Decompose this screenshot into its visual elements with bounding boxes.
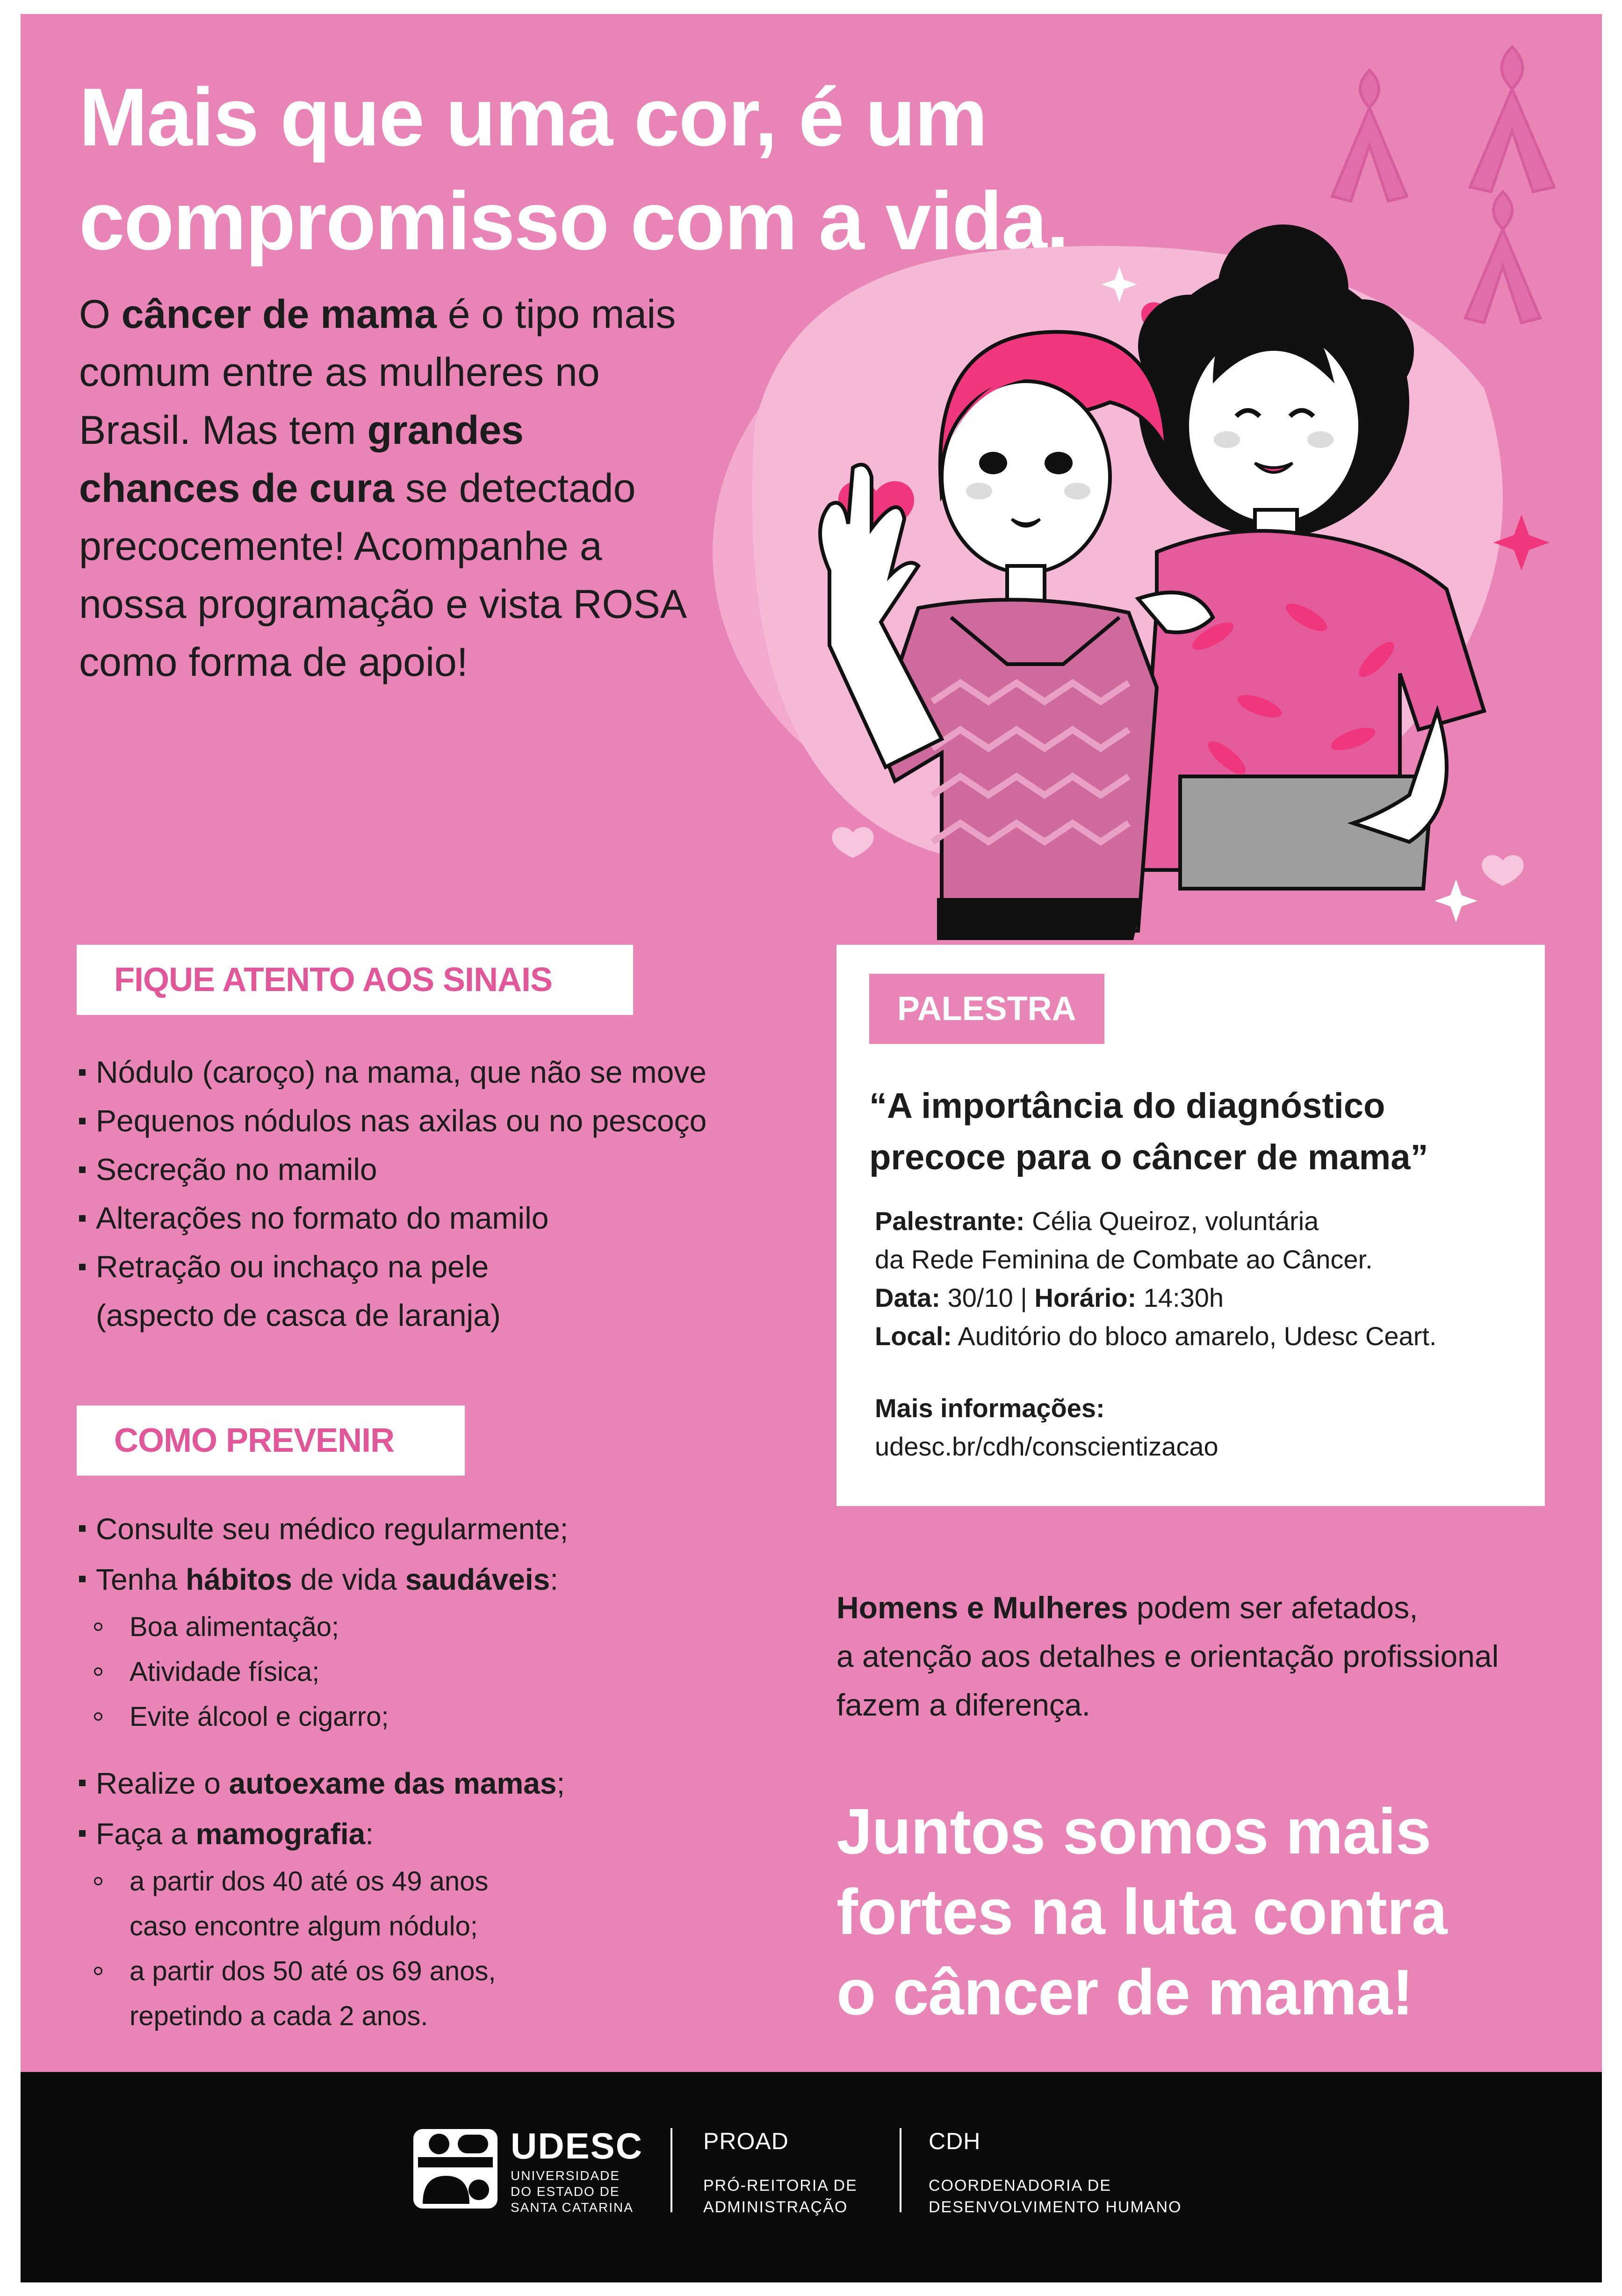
footer (21, 2072, 1602, 2282)
talk-details (875, 1202, 1529, 1355)
list-highlight: saudáveis (405, 1563, 550, 1596)
intro-highlight: grandes chances de cura (79, 408, 524, 511)
talk-title-line: precoce para o câncer de mama” (869, 1137, 1428, 1177)
list-item (79, 1809, 804, 1859)
sub-list-item: a partir dos 40 até os 49 anos (79, 1859, 804, 1904)
women-illustration (605, 28, 1601, 945)
list-item (79, 1554, 804, 1605)
more-info-label: Mais informações: (875, 1393, 1105, 1423)
headline-line-1: Mais que uma cor, é um (79, 72, 987, 163)
intro-paragraph (79, 285, 687, 691)
closing-line: o câncer de mama! (836, 1956, 1413, 2028)
more-info-url: udesc.br/cdh/conscientizacao (875, 1432, 1218, 1461)
list-text: de vida (292, 1563, 405, 1596)
list-text: Faça a (96, 1817, 196, 1851)
udesc-subtitle-line: SANTA CATARINA (511, 2200, 634, 2215)
heart-icon (1482, 855, 1523, 886)
udesc-subtitle-line: DO ESTADO DE (511, 2184, 620, 2199)
time-value: 14:30h (1136, 1283, 1224, 1312)
list-highlight: hábitos (186, 1563, 292, 1596)
heart-icon (832, 827, 873, 858)
place-label: Local: (875, 1321, 952, 1351)
cdh-description-line: COORDENADORIA DE (929, 2177, 1111, 2195)
intro-highlight: câncer de mama (121, 292, 437, 337)
pink-ribbon-icon (1465, 192, 1540, 323)
udesc-wordmark: UDESC (511, 2125, 643, 2166)
sparkle-icon (1493, 514, 1550, 571)
note-text: podem ser afetados, (1128, 1590, 1418, 1625)
cdh-name: CDH (929, 2128, 981, 2154)
intro-text: O (79, 292, 122, 337)
list-text: Tenha (96, 1563, 186, 1596)
list-highlight: autoexame das mamas (229, 1767, 557, 1800)
talk-card (836, 945, 1545, 1506)
list-text: Realize o (96, 1767, 229, 1800)
sub-list-item-continuation: caso encontre algum nódulo; (130, 1911, 478, 1941)
list-highlight: mamografia (195, 1817, 366, 1851)
signs-heading: FIQUE ATENTO AOS SINAIS (77, 945, 633, 1015)
cdh-description-line: DESENVOLVIMENTO HUMANO (929, 2198, 1182, 2216)
list-spacer (79, 1739, 804, 1758)
proad-description-line: ADMINISTRAÇÃO (703, 2198, 848, 2216)
udesc-subtitle (511, 2168, 651, 2216)
sub-list-item: Evite álcool e cigarro; (79, 1695, 804, 1739)
divider (670, 2128, 672, 2212)
intro-text: se detectado precocemente! Acompanhe a nossa programação e vista ROSA como forma de apoio! (79, 466, 685, 685)
proad-name: PROAD (703, 2128, 789, 2154)
udesc-logo-icon (413, 2129, 497, 2209)
cdh-description (929, 2175, 1182, 2218)
talk-title (869, 1080, 1524, 1183)
note-highlight: Homens e Mulheres (836, 1590, 1128, 1625)
list-item-continuation: (aspecto de casca de laranja) (96, 1298, 501, 1333)
talk-title-line: “A importância do diagnóstico (869, 1086, 1385, 1126)
prevent-heading: COMO PREVENIR (77, 1405, 465, 1476)
proad-description (703, 2175, 858, 2218)
list-item: Nódulo (caroço) na mama, que não se move (79, 1048, 804, 1096)
closing-line: Juntos somos mais (836, 1796, 1431, 1868)
time-label: Horário: (1034, 1283, 1137, 1312)
list-item (79, 1758, 804, 1809)
talk-tag: PALESTRA (869, 974, 1104, 1044)
list-item: Retração ou inchaço na pele (79, 1242, 804, 1291)
list-text: : (550, 1563, 558, 1596)
pink-ribbon-icon (1332, 70, 1407, 201)
note-text: fazem a diferença. (836, 1688, 1090, 1722)
speaker-value: da Rede Feminina de Combate ao Câncer. (875, 1245, 1373, 1274)
intro-text: é o tipo mais comum entre as mulheres no Brasil. Mas tem (79, 292, 676, 453)
sub-list-item: Atividade física; (79, 1650, 804, 1695)
sub-list-item: Boa alimentação; (79, 1605, 804, 1650)
list-item: Secreção no mamilo (79, 1145, 804, 1194)
date-label: Data: (875, 1283, 941, 1312)
divider (900, 2128, 901, 2212)
headline-line-2: compromisso com a vida. (79, 175, 1068, 267)
list-item: Alterações no formato do mamilo (79, 1194, 804, 1242)
list-text: : (365, 1817, 374, 1851)
signs-list (79, 1048, 804, 1340)
proad-description-line: PRÓ-REITORIA DE (703, 2177, 858, 2195)
prevent-list (79, 1504, 804, 2039)
poster (21, 14, 1602, 2282)
udesc-subtitle-line: UNIVERSIDADE (511, 2168, 620, 2183)
note-text: a atenção aos detalhes e orientação profissional (836, 1639, 1499, 1673)
list-item: Consulte seu médico regularmente; (79, 1504, 804, 1554)
list-text: ; (556, 1767, 565, 1800)
speaker-value: Célia Queiroz, voluntária (1024, 1206, 1319, 1236)
sub-list-item: a partir dos 50 até os 69 anos, (79, 1949, 804, 1994)
closing-line: fortes na luta contra (836, 1876, 1447, 1948)
sparkle-icon (1435, 879, 1478, 922)
list-item: Pequenos nódulos nas axilas ou no pescoço (79, 1096, 804, 1145)
date-value: 30/10 | (940, 1283, 1035, 1312)
pink-ribbon-icon (1470, 47, 1554, 192)
closing-slogan (836, 1791, 1585, 2033)
place-value: Auditório do bloco amarelo, Udesc Ceart. (952, 1321, 1437, 1351)
more-info (875, 1389, 1529, 1466)
speaker-label: Palestrante: (875, 1206, 1025, 1236)
note-paragraph (836, 1583, 1561, 1729)
sub-list-item-continuation: repetindo a cada 2 anos. (130, 2001, 428, 2031)
